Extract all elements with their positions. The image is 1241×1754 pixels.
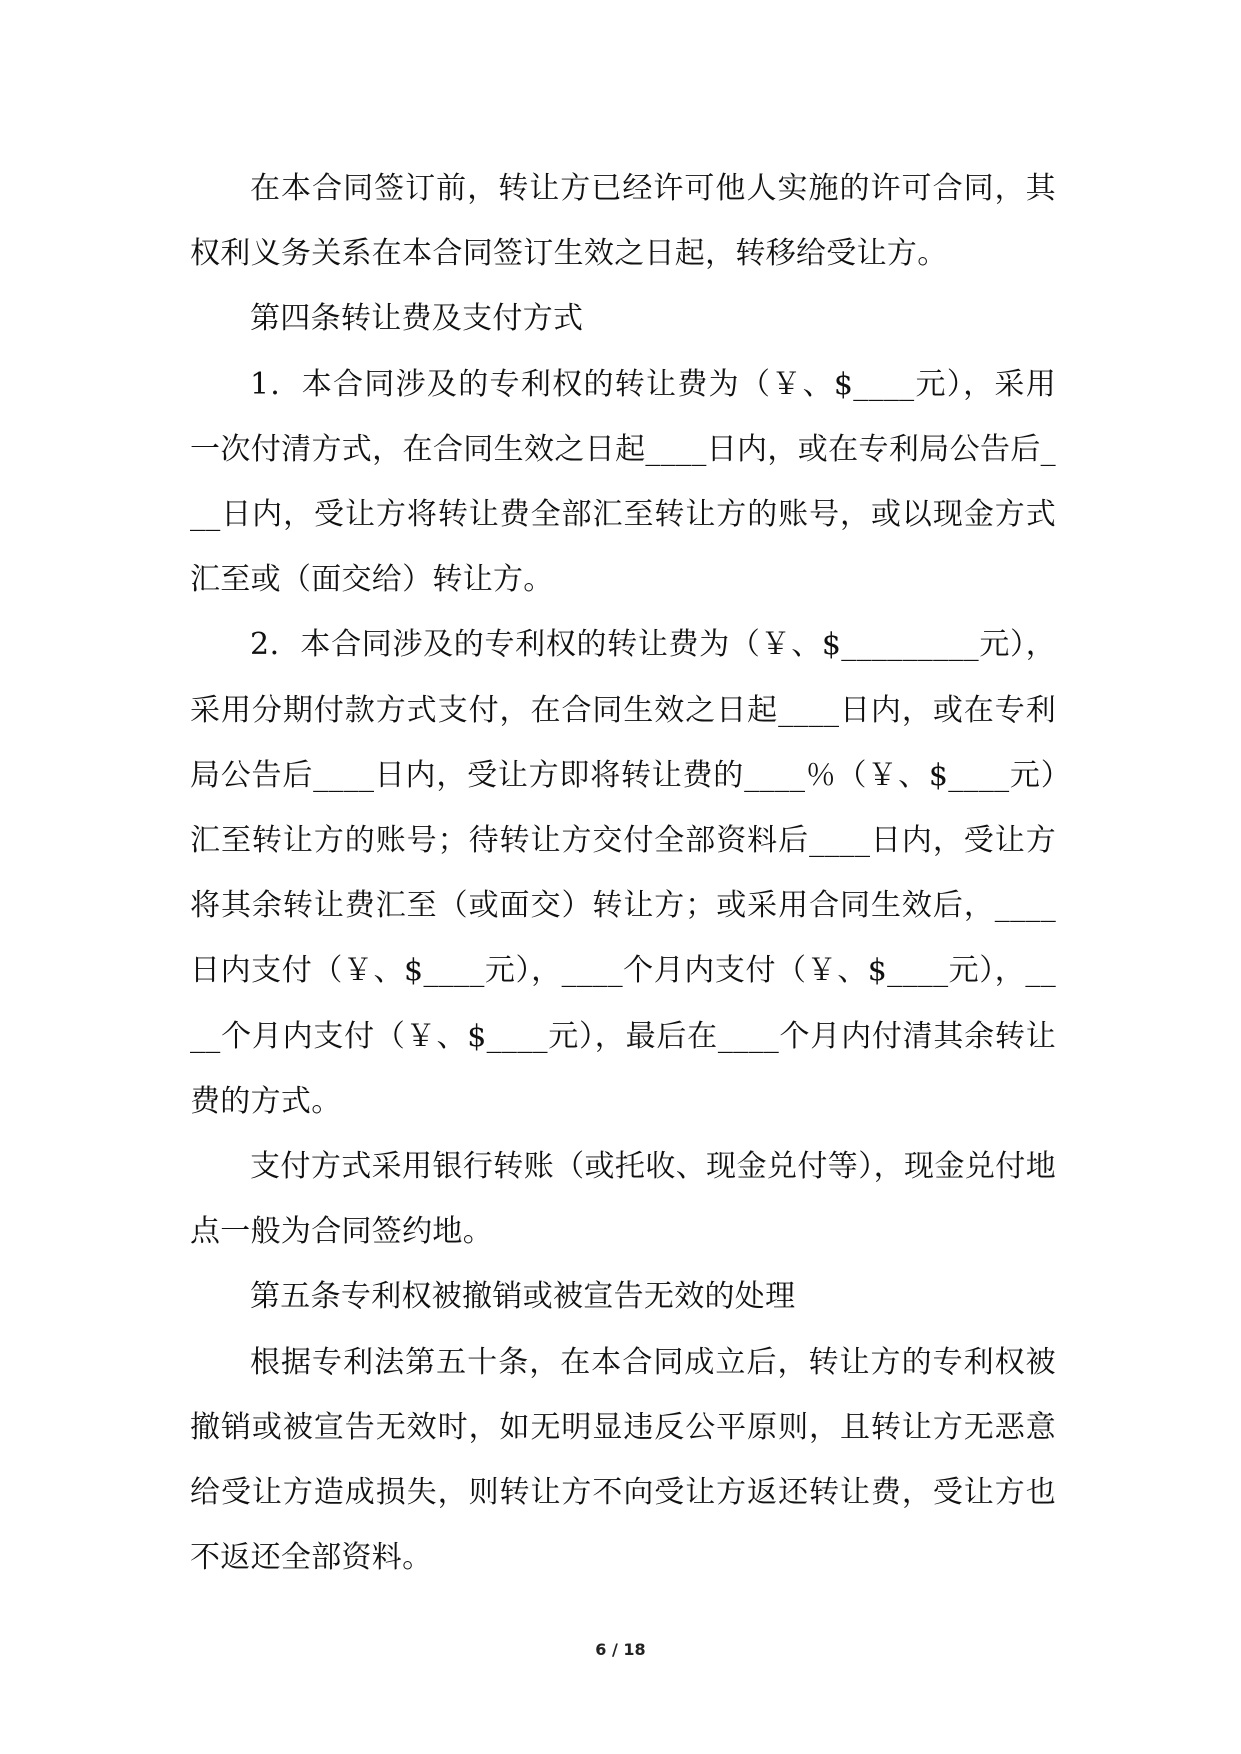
heading-article-4: 第四条转让费及支付方式 bbox=[250, 301, 584, 337]
paragraph-installment-payment: 2．本合同涉及的专利权的转让费为（￥、$_________元），采用分期付款方式支付，在合同生效之日起____日内，或在专利局公告后____日内，受让方即将转让费的____％（￥、$____元）汇至转让方的账号；待转让方交付全部资料后____日内，受让方将其余转让费汇至（或面交）转让方；或采用合同生效后，____日内支付（￥、$____元），____个月内支付（￥、$____元），____个月内支付（￥、$____元），最后在____个月内付清其余转让费的方式。 bbox=[190, 627, 1056, 1119]
paragraph-prior-license: 在本合同签订前，转让方已经许可他人实施的许可合同，其权利义务关系在本合同签订生效之日起，转移给受让方。 bbox=[190, 171, 1056, 272]
paragraph-payment-method: 支付方式采用银行转账（或托收、现金兑付等），现金兑付地点一般为合同签约地。 bbox=[190, 1149, 1056, 1250]
page-number: 6 / 18 bbox=[595, 1640, 646, 1659]
paragraph-revocation-handling: 根据专利法第五十条，在本合同成立后，转让方的专利权被撤销或被宣告无效时，如无明显违反公平原则，且转让方无恶意给受让方造成损失，则转让方不向受让方返还转让费，受让方也不返还全部资料。 bbox=[190, 1344, 1056, 1576]
document-body bbox=[190, 156, 1056, 1590]
paragraph-lump-sum-payment: 1．本合同涉及的专利权的转让费为（￥、$____元），采用一次付清方式，在合同生效之日起____日内，或在专利局公告后___日内，受让方将转让费全部汇至转让方的账号，或以现金方式汇至或（面交给）转让方。 bbox=[190, 366, 1056, 598]
heading-article-5: 第五条专利权被撤销或被宣告无效的处理 bbox=[250, 1279, 796, 1315]
